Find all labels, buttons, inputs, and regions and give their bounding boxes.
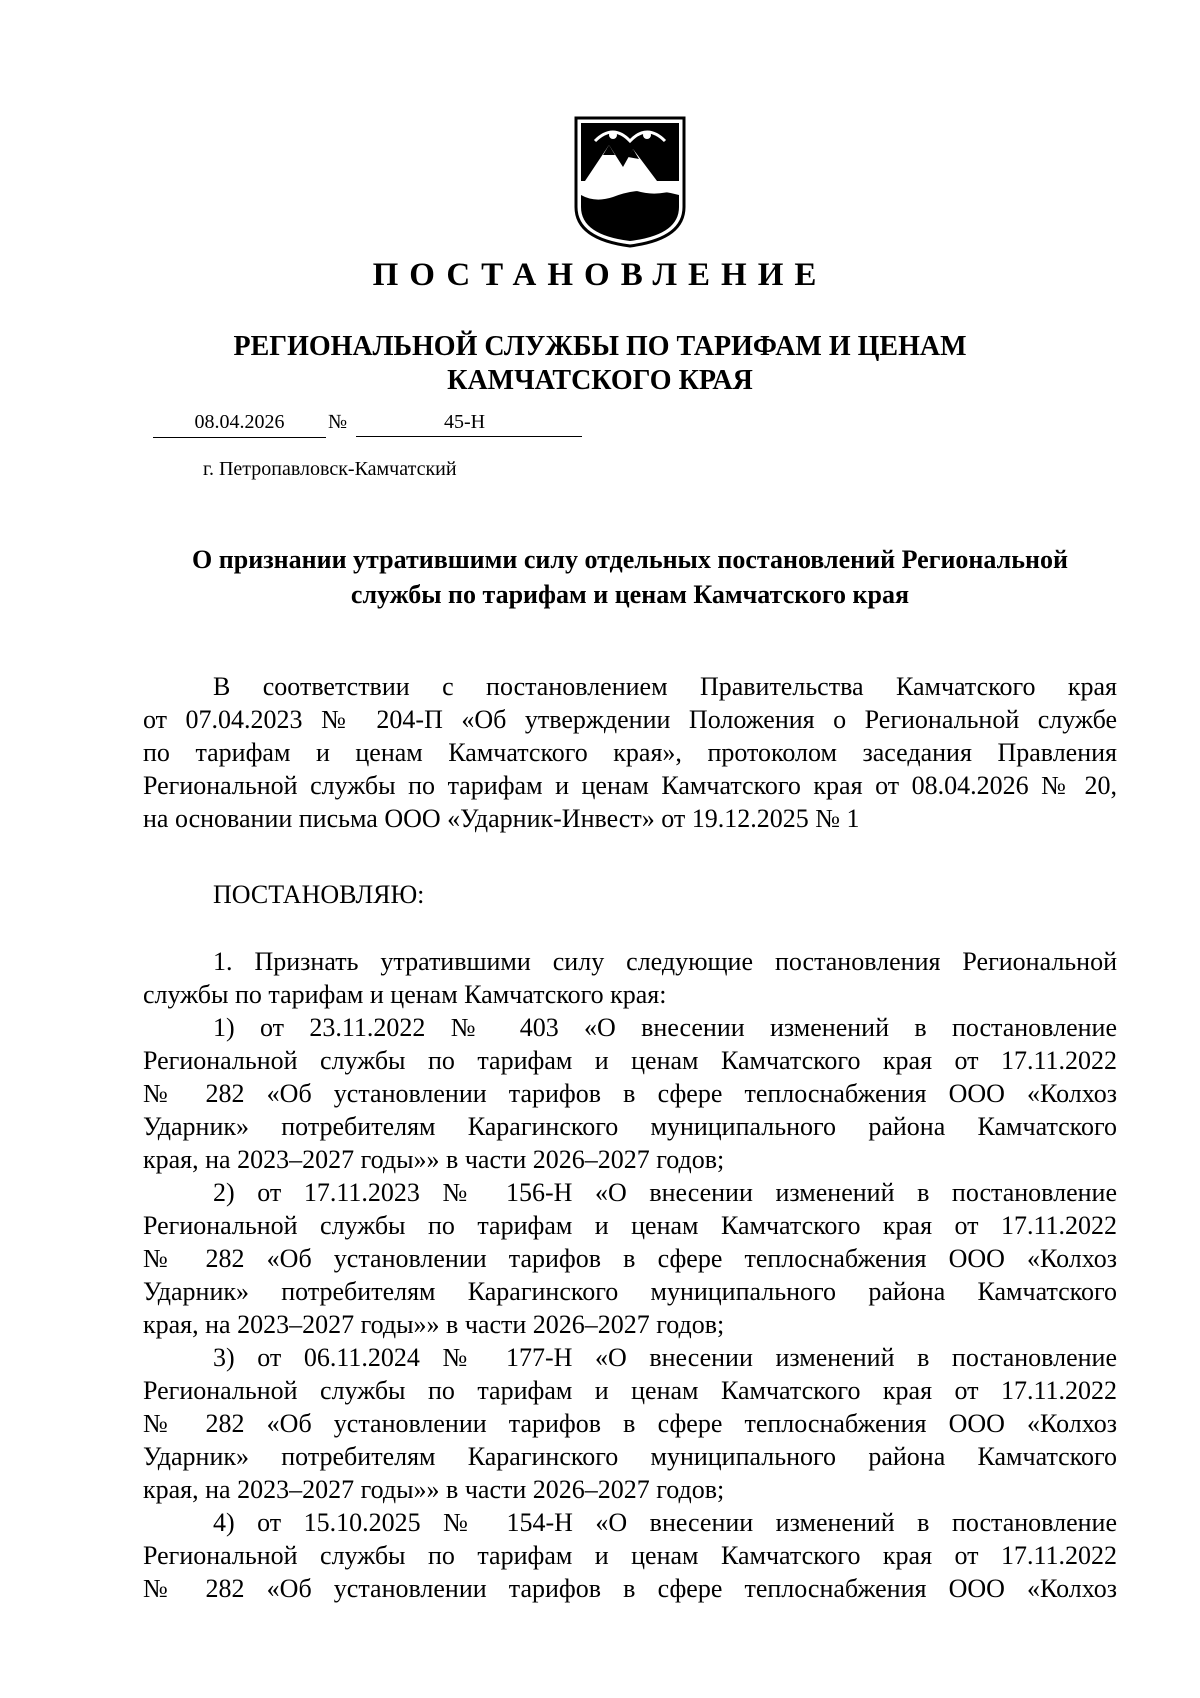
clause-line: 1. Признать утратившими силу следующие постановления Региональной: [213, 947, 1117, 976]
agency-line-2: КАМЧАТСКОГО КРАЯ: [447, 365, 753, 396]
title-line-1: О признании утратившими силу отдельных постановлений Региональной: [192, 545, 1068, 574]
preamble-line: на основании письма ООО «Ударник-Инвест» от 19.12.2025 № 1: [143, 804, 860, 833]
item-line: 1) от 23.11.2022 № 403 «О внесении изменений в постановление: [213, 1013, 1117, 1042]
item-line: Региональной службы по тарифам и ценам Камчатского края от 17.11.2022: [143, 1046, 1117, 1075]
item-line: Региональной службы по тарифам и ценам Камчатского края от 17.11.2022: [143, 1211, 1117, 1240]
item-line: Региональной службы по тарифам и ценам Камчатского края от 17.11.2022: [143, 1541, 1117, 1570]
item-line: края, на 2023–2027 годы»» в части 2026–2027 годов;: [143, 1310, 725, 1339]
item-line: края, на 2023–2027 годы»» в части 2026–2027 годов;: [143, 1475, 725, 1504]
item-line: Региональной службы по тарифам и ценам Камчатского края от 17.11.2022: [143, 1376, 1117, 1405]
item-line: 2) от 17.11.2023 № 156-Н «О внесении изменений в постановление: [213, 1178, 1117, 1207]
item-line: № 282 «Об установлении тарифов в сфере теплоснабжения ООО «Колхоз: [143, 1079, 1117, 1108]
item-line: Ударник» потребителям Карагинского муниципального района Камчатского: [143, 1112, 1117, 1141]
title-line-2: службы по тарифам и ценам Камчатского края: [350, 580, 910, 609]
item-line: края, на 2023–2027 годы»» в части 2026–2027 годов;: [143, 1145, 725, 1174]
clause-list: [143, 945, 1117, 1605]
document-type-heading: ПОСТАНОВЛЕНИЕ: [372, 257, 828, 293]
item-line: № 282 «Об установлении тарифов в сфере теплоснабжения ООО «Колхоз: [143, 1409, 1117, 1438]
preamble-line: от 07.04.2023 № 204-П «Об утверждении Положения о Региональной службе: [143, 705, 1117, 734]
item-line: 4) от 15.10.2025 № 154-Н «О внесении изменений в постановление: [213, 1508, 1117, 1537]
issuing-agency: [0, 330, 1200, 398]
preamble-line: В соответствии с постановлением Правительства Камчатского края: [213, 672, 1117, 701]
coat-of-arms-emblem: [573, 115, 687, 248]
item-line: № 282 «Об установлении тарифов в сфере теплоснабжения ООО «Колхоз: [143, 1574, 1117, 1603]
number-sign: №: [328, 411, 348, 433]
agency-line-1: РЕГИОНАЛЬНОЙ СЛУЖБЫ ПО ТАРИФАМ И ЦЕНАМ: [233, 331, 967, 362]
document-number: 45-Н: [356, 411, 582, 437]
issue-city: г. Петропавловск-Камчатский: [203, 458, 457, 480]
document-title: [143, 542, 1117, 612]
item-line: 3) от 06.11.2024 № 177-Н «О внесении изменений в постановление: [213, 1343, 1117, 1372]
item-line: Ударник» потребителям Карагинского муниципального района Камчатского: [143, 1277, 1117, 1306]
clause-line: службы по тарифам и ценам Камчатского края:: [143, 980, 667, 1009]
item-line: Ударник» потребителям Карагинского муниципального района Камчатского: [143, 1442, 1117, 1471]
decree-word: ПОСТАНОВЛЯЮ:: [213, 880, 425, 909]
preamble-paragraph: [143, 670, 1117, 835]
document-date: 08.04.2026: [153, 411, 326, 438]
preamble-line: Региональной службы по тарифам и ценам Камчатского края от 08.04.2026 № 20,: [143, 771, 1117, 800]
preamble-line: по тарифам и ценам Камчатского края», протоколом заседания Правления: [143, 738, 1117, 767]
item-line: № 282 «Об установлении тарифов в сфере теплоснабжения ООО «Колхоз: [143, 1244, 1117, 1273]
